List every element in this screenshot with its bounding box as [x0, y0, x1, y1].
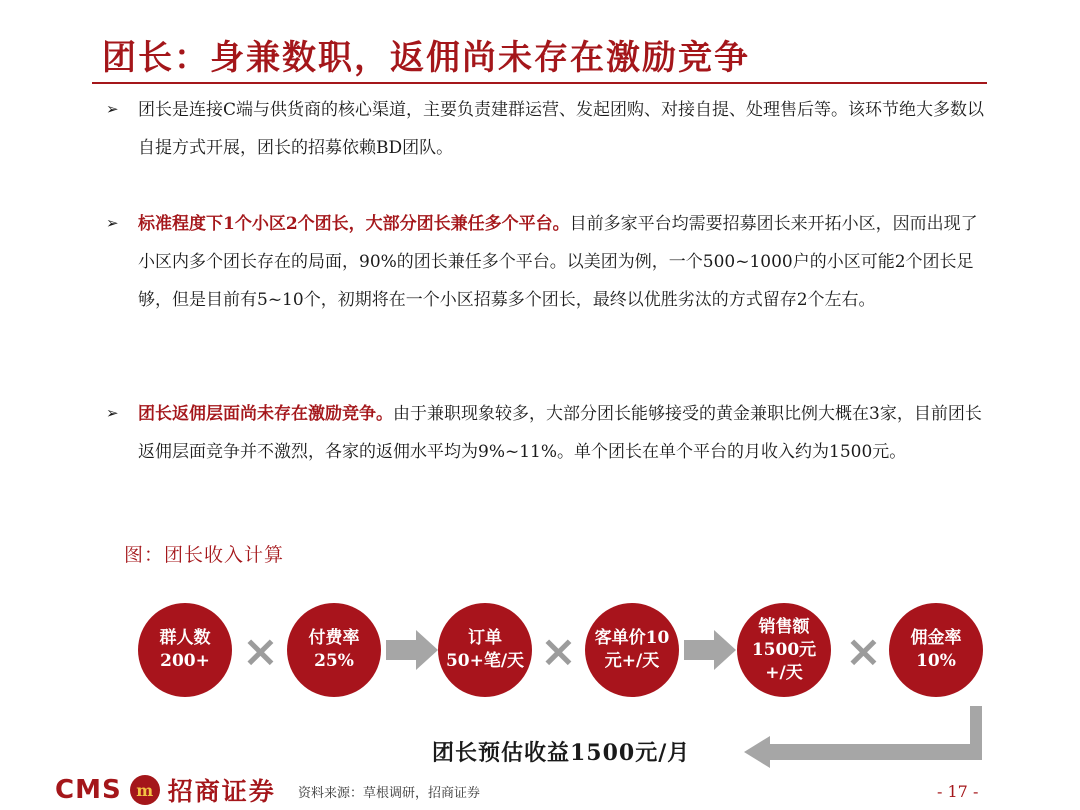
bullet-text: 目前多家平台均需要招募团长来开拓小区，因而出现了小区内多个团长存在的局面，90%的团长兼任多个平台。以美团为例，一个500~1000户的小区可能2个团长足够，但是目前有5~10个，初期将在一个小区招募多个团长，最终以优胜劣汰的方式留存2个左右。: [138, 214, 978, 310]
company-logo: [55, 772, 276, 808]
step-label: 群人数200+: [159, 628, 211, 671]
logo-emblem-icon: m: [130, 775, 160, 805]
page-title: 团长：身兼数职，返佣尚未存在激励竞争: [102, 38, 750, 78]
step-label: 付费率25%: [308, 628, 360, 671]
arrow-right-icon: [684, 628, 738, 672]
bullet-arrow-icon: ➢: [106, 100, 119, 118]
title-divider: [92, 82, 987, 84]
bullet-lead: 团长返佣层面尚未存在激励竞争。: [138, 404, 393, 424]
bullet-text: 由于兼职现象较多，大部分团长能够接受的黄金兼职比例大概在3家，目前团长返佣层面竞争并不激烈，各家的返佣水平均为9%~11%。单个团长在单个平台的月收入约为1500元。: [138, 404, 982, 462]
brand-name: 招商证券: [167, 777, 276, 806]
step-label: 客单价10元+/天: [594, 628, 670, 671]
step-commission-rate: [889, 603, 983, 697]
bullet-arrow-icon: ➢: [106, 404, 119, 422]
bullet-paragraph-1: [138, 91, 988, 167]
return-arrow-icon: [740, 700, 990, 770]
step-orders: [438, 603, 532, 697]
multiply-icon: ×: [845, 626, 882, 677]
multiply-icon: ×: [242, 626, 279, 677]
step-label: 佣金率10%: [910, 628, 962, 671]
multiply-icon: ×: [540, 626, 577, 677]
bullet-arrow-icon: ➢: [106, 214, 119, 232]
bullet-paragraph-2: [138, 205, 988, 319]
step-label: 订单50+笔/天: [445, 628, 525, 671]
step-unit-price: [585, 603, 679, 697]
page-number: - 17 -: [937, 782, 979, 801]
figure-caption: 图：团长收入计算: [124, 544, 285, 566]
step-sales: [737, 603, 831, 697]
bullet-text: 团长是连接C端与供货商的核心渠道，主要负责建群运营、发起团购、对接自提、处理售后等。该环节绝大多数以自提方式开展，团长的招募依赖BD团队。: [138, 100, 985, 158]
logo-text: CMS: [55, 775, 122, 805]
arrow-right-icon: [386, 628, 440, 672]
bullet-lead: 标准程度下1个小区2个团长，大部分团长兼任多个平台。: [138, 214, 570, 234]
source-note: 资料来源：草根调研，招商证券: [298, 786, 481, 801]
step-group-size: [138, 603, 232, 697]
estimated-income: 团长预估收益1500元/月: [432, 740, 691, 766]
bullet-paragraph-3: [138, 395, 988, 471]
step-label: 销售额1500元+/天: [751, 616, 817, 683]
step-pay-rate: [287, 603, 381, 697]
